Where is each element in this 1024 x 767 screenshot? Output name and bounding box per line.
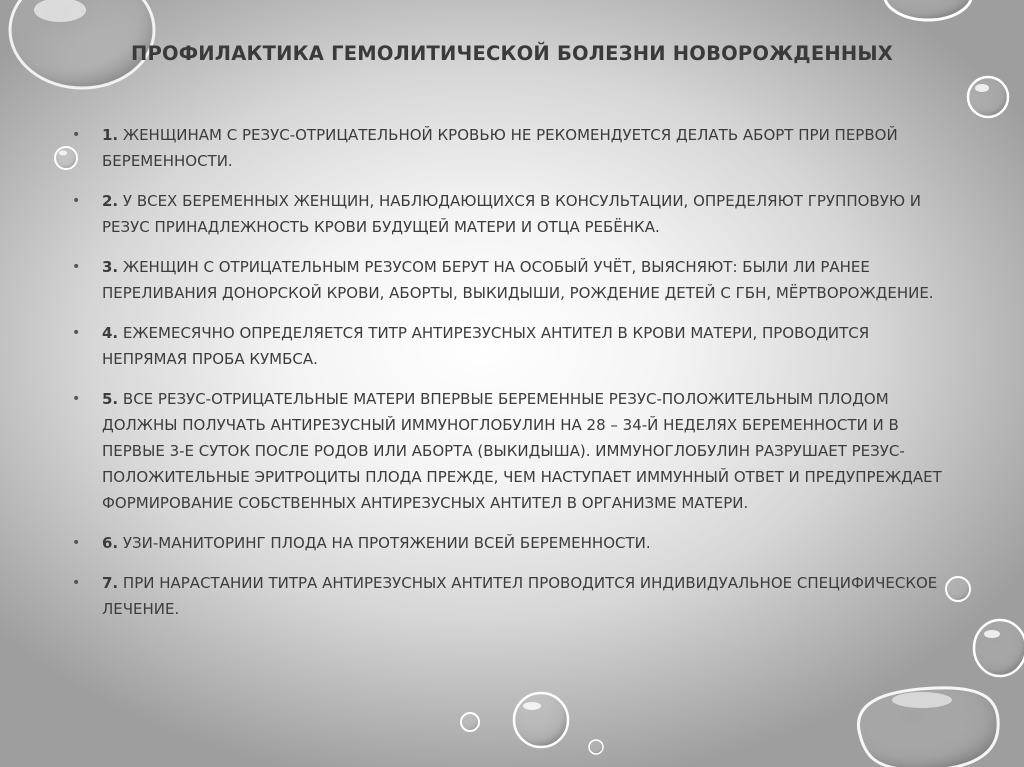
list-item xyxy=(72,320,952,372)
item-number: 5. xyxy=(102,390,119,408)
bullet-list xyxy=(72,122,952,636)
list-item xyxy=(72,386,952,516)
bullet-marker: • xyxy=(72,193,81,209)
drop-top-right xyxy=(884,0,972,20)
item-text: ВСЕ РЕЗУС-ОТРИЦАТЕЛЬНЫЕ МАТЕРИ ВПЕРВЫЕ БЕРЕМЕННЫЕ РЕЗУС-ПОЛОЖИТЕЛЬНЫМ ПЛОДОМ ДОЛЖНЫ ПОЛУЧАТЬ АНТИРЕЗУСНЫЙ ИММУНОГЛОБУЛИН НА 28 – 34-Й НЕДЕЛЯХ БЕРЕМЕННОСТИ И В ПЕРВЫЕ 3-Е СУТОК ПОСЛЕ РОДОВ ИЛИ АБОРТА (ВЫКИДЫША). ИММУНОГЛОБУЛИН РАЗРУШАЕТ РЕЗУС-ПОЛОЖИТЕЛЬНЫЕ ЭРИТРОЦИТЫ ПЛОДА ПРЕЖДЕ, ЧЕМ НАСТУПАЕТ ИММУННЫЙ ОТВЕТ И ПРЕДУПРЕЖДАЕТ ФОРМИРОВАНИЕ СОБСТВЕННЫХ АНТИРЕЗУСНЫХ АНТИТЕЛ В ОРГАНИЗМЕ МАТЕРИ. xyxy=(102,390,942,512)
list-item xyxy=(72,254,952,306)
item-text: ЖЕНЩИНАМ С РЕЗУС-ОТРИЦАТЕЛЬНОЙ КРОВЬЮ НЕ РЕКОМЕНДУЕТСЯ ДЕЛАТЬ АБОРТ ПРИ ПЕРВОЙ БЕРЕМЕННОСТИ. xyxy=(102,126,898,170)
drop-bottom-middle xyxy=(514,693,568,747)
bullet-marker: • xyxy=(72,259,81,275)
item-number: 6. xyxy=(102,534,119,552)
slide-title: ПРОФИЛАКТИКА ГЕМОЛИТИЧЕСКОЙ БОЛЕЗНИ НОВОРОЖДЕННЫХ xyxy=(130,42,894,65)
bullet-marker: • xyxy=(72,325,81,341)
item-number: 4. xyxy=(102,324,119,342)
bullet-marker: • xyxy=(72,535,81,551)
item-text: УЗИ-МАНИТОРИНГ ПЛОДА НА ПРОТЯЖЕНИИ ВСЕЙ БЕРЕМЕННОСТИ. xyxy=(118,534,651,552)
item-text: У ВСЕХ БЕРЕМЕННЫХ ЖЕНЩИН, НАБЛЮДАЮЩИХСЯ В КОНСУЛЬТАЦИИ, ОПРЕДЕЛЯЮТ ГРУППОВУЮ И РЕЗУС ПРИНАДЛЕЖНОСТЬ КРОВИ БУДУЩЕЙ МАТЕРИ И ОТЦА РЕБЁНКА. xyxy=(102,192,922,236)
item-number: 1. xyxy=(102,126,119,144)
drop-bottom-small xyxy=(461,713,479,731)
bullet-marker: • xyxy=(72,391,81,407)
drop-bottom-large xyxy=(858,688,998,767)
item-number: 2. xyxy=(102,192,119,210)
item-text: ЖЕНЩИН С ОТРИЦАТЕЛЬНЫМ РЕЗУСОМ БЕРУТ НА ОСОБЫЙ УЧЁТ, ВЫЯСНЯЮТ: БЫЛИ ЛИ РАНЕЕ ПЕРЕЛИВАНИЯ ДОНОРСКОЙ КРОВИ, АБОРТЫ, ВЫКИДЫШИ, РОЖДЕНИЕ ДЕТЕЙ С ГБН, МЁРТВОРОЖДЕНИЕ. xyxy=(102,258,934,302)
item-number: 7. xyxy=(102,574,119,592)
drop-bottom-tiny xyxy=(589,740,603,754)
list-item xyxy=(72,188,952,240)
item-text: ЕЖЕМЕСЯЧНО ОПРЕДЕЛЯЕТСЯ ТИТР АНТИРЕЗУСНЫХ АНТИТЕЛ В КРОВИ МАТЕРИ, ПРОВОДИТСЯ НЕПРЯМАЯ ПРОБА КУМБСА. xyxy=(102,324,870,368)
drop-right-upper xyxy=(968,77,1008,117)
bullet-marker: • xyxy=(72,575,81,591)
bullet-marker: • xyxy=(72,127,81,143)
item-number: 3. xyxy=(102,258,119,276)
list-item xyxy=(72,122,952,174)
drop-right-lower xyxy=(974,620,1024,676)
list-item xyxy=(72,570,952,622)
item-text: ПРИ НАРАСТАНИИ ТИТРА АНТИРЕЗУСНЫХ АНТИТЕЛ ПРОВОДИТСЯ ИНДИВИДУАЛЬНОЕ СПЕЦИФИЧЕСКОЕ ЛЕЧЕНИЕ. xyxy=(102,574,938,618)
list-item xyxy=(72,530,952,556)
